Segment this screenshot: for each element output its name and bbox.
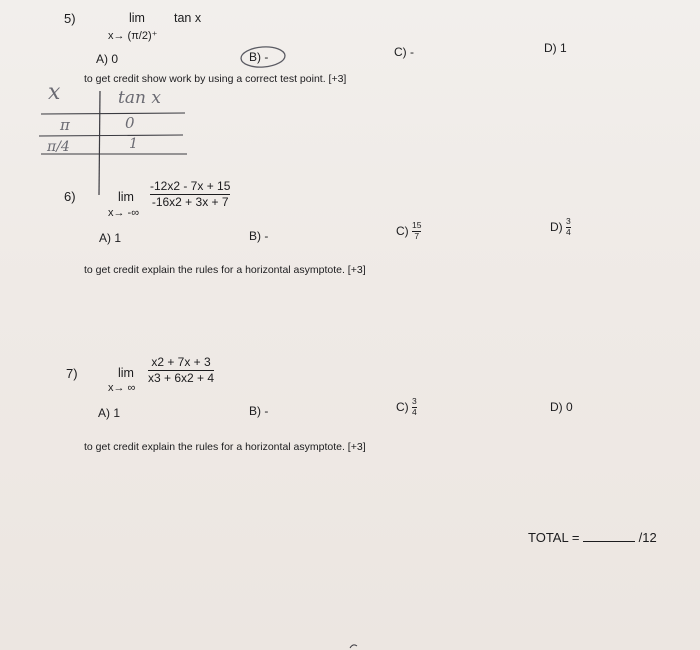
page-edge-mark bbox=[349, 642, 359, 650]
table-header-x: x bbox=[48, 80, 61, 105]
problem-5-choice-a[interactable]: A) 0 bbox=[96, 52, 119, 66]
problem-7-lim: lim bbox=[118, 366, 134, 380]
problem-6-lim: lim bbox=[118, 190, 134, 204]
problem-7-number: 7) bbox=[66, 366, 78, 381]
problem-5-approach: x→ (π/2)⁺ bbox=[108, 30, 158, 42]
total-blank[interactable] bbox=[583, 531, 635, 542]
problem-6-choice-c-num: 15 bbox=[412, 220, 422, 230]
problem-7-fraction bbox=[148, 356, 214, 385]
problem-6-choice-c-den: 7 bbox=[414, 231, 420, 241]
problem-5-instruction: to get credit show work by using a correct test point. [+3] bbox=[84, 73, 347, 85]
problem-6-choice-c-fraction bbox=[412, 221, 421, 241]
total-out-of: /12 bbox=[638, 530, 657, 545]
problem-6-approach: x→ -∞ bbox=[108, 207, 140, 219]
problem-7-approach: x→ ∞ bbox=[108, 382, 136, 394]
problem-5-choice-d[interactable]: D) 1 bbox=[544, 41, 567, 55]
table-row-1-tan: 0 bbox=[125, 114, 135, 132]
problem-7-choice-c-label: C) bbox=[396, 400, 409, 414]
problem-6-choice-d[interactable] bbox=[550, 217, 571, 237]
problem-5-number: 5) bbox=[64, 11, 76, 26]
problem-6-choice-a[interactable]: A) 1 bbox=[99, 231, 122, 245]
table-row-2-tan: 1 bbox=[129, 136, 138, 152]
problem-7-denominator: x3 + 6x2 + 4 bbox=[148, 371, 215, 385]
problem-5-expression: tan x bbox=[174, 11, 202, 25]
problem-6-denominator: -16x2 + 3x + 7 bbox=[151, 195, 229, 209]
problem-7-instruction: to get credit explain the rules for a horizontal asymptote. [+3] bbox=[84, 441, 366, 453]
circled-answer-mark bbox=[238, 44, 288, 70]
problem-6-choice-c-label: C) bbox=[396, 224, 409, 238]
problem-7-choice-c-num: 3 bbox=[412, 396, 417, 406]
problem-7-choice-c-fraction bbox=[412, 397, 417, 417]
problem-6-instruction: to get credit explain the rules for a horizontal asymptote. [+3] bbox=[84, 264, 366, 276]
problem-7-choice-d[interactable]: D) 0 bbox=[550, 400, 573, 414]
problem-7-numerator: x2 + 7x + 3 bbox=[151, 355, 211, 369]
problem-7-choice-a[interactable]: A) 1 bbox=[98, 406, 121, 420]
problem-5-lim: lim bbox=[129, 11, 145, 25]
problem-6-choice-d-fraction bbox=[566, 217, 571, 237]
problem-6-choice-c[interactable] bbox=[396, 221, 421, 241]
problem-6-choice-d-num: 3 bbox=[566, 216, 571, 226]
total-score bbox=[528, 530, 657, 545]
problem-7-choice-c-den: 4 bbox=[412, 407, 417, 417]
problem-5-choice-b[interactable]: B) - bbox=[249, 50, 269, 64]
table-row-1-x: π bbox=[60, 116, 70, 134]
problem-6-numerator: -12x2 - 7x + 15 bbox=[150, 179, 231, 193]
problem-6-number: 6) bbox=[64, 189, 76, 204]
table-header-tanx: tan x bbox=[118, 88, 161, 108]
problem-6-fraction bbox=[150, 180, 230, 209]
problem-6-choice-d-label: D) bbox=[550, 220, 563, 234]
table-row-2-x: π/4 bbox=[47, 139, 70, 155]
problem-7-choice-c[interactable] bbox=[396, 397, 417, 417]
problem-6-choice-b[interactable]: B) - bbox=[249, 229, 269, 243]
problem-5-choice-c[interactable]: C) - bbox=[394, 45, 414, 59]
problem-7-choice-b[interactable]: B) - bbox=[249, 404, 269, 418]
problem-6-choice-d-den: 4 bbox=[566, 227, 571, 237]
total-label: TOTAL = bbox=[528, 530, 580, 545]
